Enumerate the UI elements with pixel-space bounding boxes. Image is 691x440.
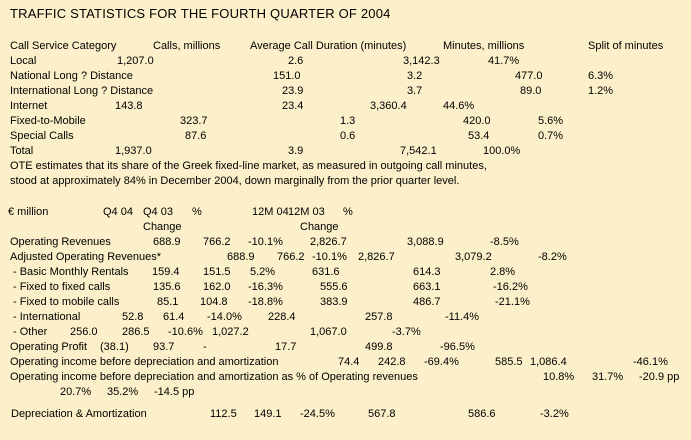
cell-split: 1.2% [588,85,614,97]
cell-12m-03: 3,088.9 [407,236,444,248]
table-row-basic-monthly-rentals [0,266,691,279]
cell-duration: 2.6 [288,55,304,67]
cell-label: Depreciation & Amortization [11,408,147,420]
cell-minutes: 89.0 [520,85,542,97]
table-row-oibda [0,356,691,369]
cell-pct-change: -14.0% [207,311,242,323]
traffic-header-split: Split of minutes [588,40,664,52]
cell-12m-03: 486.7 [413,296,441,308]
cell-12m-03: 3,079.2 [455,251,492,263]
fin-header-q4-04: Q4 04 [103,206,133,218]
cell-duration: 3.9 [288,145,304,157]
table-row-international [0,311,691,324]
cell-pct-change-12m: -14.5 pp [154,386,195,398]
cell-12m-03: 257.8 [365,311,393,323]
cell-minutes: 3,142.3 [403,55,440,67]
cell-calls: 87.6 [185,130,207,142]
cell-q4-04: 135.6 [153,281,181,293]
cell-12m-04: 631.6 [312,266,340,278]
cell-calls: 1,937.0 [115,145,152,157]
cell-q4-03: 61.4 [163,311,185,323]
cell-12m-03: 35.2% [107,386,139,398]
cell-q4-04: 74.4 [338,356,360,368]
cell-label: Operating income before depreciation and amortization as % of Operating revenues [10,371,418,383]
cell-q4-04: 688.9 [153,236,181,248]
traffic-header-category: Call Service Category [10,40,117,52]
cell-12m-03: 1,067.0 [310,326,347,338]
table-row-adjusted-operating-revenues [0,251,691,264]
cell-12m-04: 567.8 [368,408,396,420]
cell-pct-change: - [203,341,207,353]
fin-header-pct: % [192,206,202,218]
table-row-internet [0,100,691,113]
cell-pct-change: -10.6% [168,326,203,338]
cell-calls: 1,207.0 [117,55,154,67]
cell-pct-change-12m: -11.4% [445,311,480,323]
cell-label: Operating Profit [10,341,88,353]
cell-12m-04: 2,826.7 [310,236,347,248]
table-row-oibda-margin [0,371,691,384]
fin-header-pct2: % [343,206,353,218]
cell-12m-04: 17.7 [275,341,297,353]
cell-pct-change-12m: 2.8% [490,266,516,278]
cell-pct-change: -18.8% [248,296,283,308]
cell-12m-03: 663.1 [413,281,441,293]
cell-pct-change: -10.1% [312,251,347,263]
traffic-header-row [0,40,691,53]
cell-duration: 3.7 [407,85,423,97]
note-text: stood at approximately 84% in December 2004, down marginally from the prior quarter level. [10,175,460,187]
cell-12m-03: 499.8 [365,341,393,353]
cell-q4-03: 151.5 [203,266,231,278]
table-row-total [0,145,691,158]
table-row-local [0,55,691,68]
cell-q4-03: 104.8 [200,296,228,308]
table-row-operating-profit [0,341,691,354]
cell-q4-04: 52.8 [122,311,144,323]
cell-q4-04: 85.1 [157,296,179,308]
title-line [0,6,691,22]
cell-calls: 23.9 [282,85,304,97]
cell-category: Total [10,145,34,157]
cell-pct-change: -10.1% [248,236,283,248]
cell-pct-change: 5.2% [250,266,276,278]
cell-pct-change: -16.3% [248,281,283,293]
financial-header-change-row [0,221,691,234]
cell-q4-03: 242.8 [378,356,406,368]
table-row-oibda-margin-continued [0,386,691,399]
cell-12m-03: 586.6 [468,408,496,420]
traffic-header-duration: Average Call Duration (minutes) [250,40,407,52]
cell-split: 41.7% [488,55,520,67]
cell-q4-04: 159.4 [152,266,180,278]
cell-pct-change: -69.4% [424,356,459,368]
cell-12m-03: 1,086.4 [530,356,567,368]
cell-minutes: 7,542.1 [400,145,437,157]
table-row-operating-revenues [0,236,691,249]
table-row-international-ld [0,85,691,98]
cell-12m-04: 1,027.2 [212,326,249,338]
cell-split: 5.6% [538,115,564,127]
cell-12m-04: 228.4 [268,311,296,323]
cell-pct-change-12m: -21.1% [495,296,530,308]
cell-label: Adjusted Operating Revenues* [10,251,162,263]
cell-minutes: 3,360.4 [370,100,407,112]
cell-duration: 3.2 [407,70,423,82]
financial-header-row [0,206,691,219]
cell-calls: 143.8 [115,100,143,112]
cell-duration: 23.4 [282,100,304,112]
cell-label: - Fixed to mobile calls [13,296,120,308]
cell-minutes: 53.4 [468,130,490,142]
cell-pct-change-12m: -8.2% [538,251,567,263]
cell-label: Operating Revenues [10,236,111,248]
note-line-2 [0,175,691,188]
cell-q4-04: (38.1) [100,341,129,353]
cell-q4-03: 766.2 [203,236,231,248]
fin-header-12m-03: 12M 03 [288,206,325,218]
cell-category: Local [10,55,37,67]
cell-q4-03: 149.1 [254,408,282,420]
cell-q4-03: 766.2 [277,251,305,263]
cell-q4-03: 31.7% [592,371,624,383]
cell-label: Operating income before depreciation and amortization [10,356,279,368]
cell-category: Internet [10,100,48,112]
cell-12m-04: 2,826.7 [358,251,395,263]
cell-label: - Fixed to fixed calls [13,281,111,293]
cell-pct-change-12m: -46.1% [633,356,668,368]
cell-calls: 323.7 [180,115,208,127]
table-row-national-ld [0,70,691,83]
cell-q4-04: 256.0 [70,326,98,338]
table-row-depreciation-amortization [0,408,691,421]
table-row-fixed-to-mobile [0,115,691,128]
fin-header-unit: € million [8,206,49,218]
cell-category: Fixed-to-Mobile [10,115,86,127]
table-row-fixed-to-mobile-calls [0,296,691,309]
cell-12m-04: 555.6 [320,281,348,293]
cell-q4-03: 286.5 [122,326,150,338]
fin-header-12m-04: 12M 04 [252,206,289,218]
cell-duration: 0.6 [340,130,356,142]
cell-pct-change: -20.9 pp [639,371,680,383]
cell-category: National Long ? Distance [10,70,133,82]
fin-header-change2: Change [300,221,339,233]
cell-split: 100.0% [483,145,521,157]
cell-split: 6.3% [588,70,614,82]
traffic-header-calls: Calls, millions [153,40,221,52]
cell-minutes: 477.0 [515,70,543,82]
cell-pct-change-12m: -16.2% [493,281,528,293]
cell-12m-04: 383.9 [320,296,348,308]
cell-q4-03: 162.0 [203,281,231,293]
cell-duration: 1.3 [340,115,356,127]
cell-split: 0.7% [538,130,564,142]
cell-minutes: 420.0 [463,115,491,127]
cell-12m-04: 585.5 [495,356,523,368]
cell-label: - International [13,311,81,323]
table-row-fixed-to-fixed-calls [0,281,691,294]
cell-12m-03: 614.3 [413,266,441,278]
cell-q4-04: 688.9 [227,251,255,263]
fin-header-change: Change [143,221,182,233]
cell-pct-change: -24.5% [300,408,335,420]
cell-label: - Other [13,326,48,338]
cell-split: 44.6% [443,100,475,112]
table-row-other [0,326,691,339]
cell-pct-change-12m: -3.7% [392,326,421,338]
cell-12m-04: 20.7% [60,386,92,398]
cell-calls: 151.0 [273,70,301,82]
note-text: OTE estimates that its share of the Greek fixed-line market, as measured in outgoing call minutes, [10,160,487,172]
cell-pct-change-12m: -3.2% [540,408,569,420]
fin-header-q4-03: Q4 03 [143,206,173,218]
note-line-1 [0,160,691,173]
cell-category: Special Calls [10,130,74,142]
page-title: TRAFFIC STATISTICS FOR THE FOURTH QUARTER OF 2004 [10,6,391,21]
cell-pct-change-12m: -8.5% [490,236,519,248]
table-row-special-calls [0,130,691,143]
cell-q4-03: 93.7 [153,341,175,353]
cell-q4-04: 10.8% [543,371,575,383]
traffic-header-minutes: Minutes, millions [443,40,525,52]
cell-category: International Long ? Distance [10,85,154,97]
cell-pct-change-12m: -96.5% [440,341,475,353]
cell-label: - Basic Monthly Rentals [13,266,129,278]
cell-q4-04: 112.5 [210,408,237,420]
